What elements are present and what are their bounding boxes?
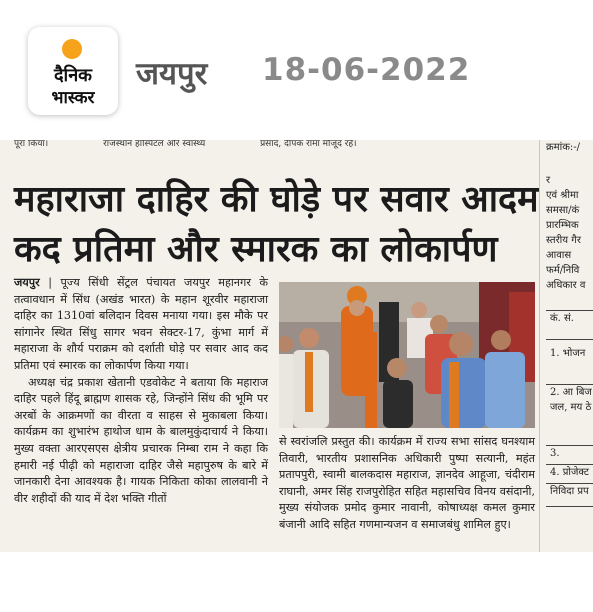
article-body-right [279, 434, 535, 534]
sun-icon [62, 39, 82, 59]
cutoff-text: पूरा किया। [14, 140, 49, 149]
dainik-bhaskar-logo[interactable] [28, 27, 118, 115]
photo-illustration [279, 282, 535, 428]
headline-line: महाराजा दाहिर की घोड़े पर सवार आदम [14, 178, 539, 220]
article-paragraph: से स्वरांजलि प्रस्तुत की। कार्यक्रम में राज्य सभा सांसद घनश्याम तिवारी, भारतीय प्रशासनिक अधिकारी पुष्पा सत्यानी, महंत प्रतापपुरी, स्वामी बालकदास महाराज, ज्ञानदेव आहूजा, चंदीराम राघानी, अमर सिंह राजपुरोहित सहित महासचिव विनय वसंदानी, मुख्य संयोजक प्रमोद कुमार नावानी, कोषाध्यक्ष कमल कुमार बंजानी आदि सहित गणमान्यजन व समाजबंधु शामिल हुए। [279, 435, 535, 531]
notice-line: एवं श्रीमा [546, 190, 579, 201]
notice-line: अधिकार व [546, 280, 586, 291]
notice-line: प्रारम्भिक [546, 220, 579, 231]
paragraph-text: पूज्य सिंधी सेंट्रल पंचायत जयपुर महानगर के तत्वावधान में सिंध (अखंड भारत) के महान शूरवीर महाराजा दाहिर का 1310वां बलिदान दिवस मनाया गया। इस मौके पर सांगानेर स्थित सिंधु सागर भवन सेक्टर-17, कुंभा मार्ग में महाराजा के शौर्य पराक्रम को दर्शाती घोड़े पर सवार आद कद प्रतिमा एवं स्मारक का लोकार्पण किया गया। [14, 276, 268, 372]
notice-line: आवास [546, 250, 572, 261]
column-divider [539, 140, 540, 552]
table-row: 3. [546, 446, 593, 465]
notice-line: स्तरीय गैर [546, 235, 581, 246]
table-header: कं. सं. [546, 311, 593, 340]
notice-line: समसा/कं [546, 205, 580, 216]
edition-city: जयपुर [136, 56, 208, 92]
notice-ref: क्रमांक:-/ [546, 142, 581, 153]
table-row: निविदा प्रप [546, 484, 593, 507]
logo-text-line1: दैनिक [53, 65, 93, 86]
dateline: जयपुर [14, 275, 40, 289]
cutoff-text: राजस्थान हॉस्पिटल और स्वास्थ्य [103, 140, 206, 149]
table-row: 4. प्रोजेक्ट [546, 465, 593, 484]
table-row: 1. भोजन [546, 340, 593, 385]
app-header [0, 0, 593, 140]
notice-table [546, 310, 593, 507]
edition-date: 18-06-2022 [262, 52, 471, 88]
cutoff-text: प्रसाद, दीपक रामा मौजूद रहे। [260, 140, 357, 149]
article-paragraph: अध्यक्ष चंद्र प्रकाश खेतानी एडवोकेट ने बताया कि महाराज दाहिर पहले हिंदू ब्राह्मण शासक रहे, जिन्होंने सिंध की भूमि पर अरबों के आक्रमणों का वीरता व साहस से मुकाबला किया। कार्यक्रम का शुभारंभ हाथोज धाम के बालमुकुंदाचार्य ने किया। मुख्य वक्ता आरएसएस क्षेत्रीय प्रचारक निम्बा राम ने कहा कि हमारी नई पीढ़ी को महाराजा दाहिर जैसे महापुरुष के बारे में जानकारी देना आवश्यक है। गायक निकिता कोका लालवानी ने वीर शहीदों की याद में देश भक्ति गीतों [14, 375, 268, 505]
article-paragraph: जयपुर | पूज्य सिंधी सेंट्रल पंचायत जयपुर महानगर के तत्वावधान में सिंध (अखंड भारत) के महान शूरवीर महाराजा दाहिर का 1310वां बलिदान दिवस मनाया गया। इस मौके पर सांगानेर स्थित सिंधु सागर भवन सेक्टर-17, कुंभा मार्ग में महाराजा के शौर्य पराक्रम को दर्शाती घोड़े पर सवार आद कद प्रतिमा एवं स्मारक का लोकार्पण किया गया। [14, 275, 268, 372]
article-headline [14, 174, 539, 274]
notice-line: फर्म/निवि [546, 265, 580, 276]
cut-off-top-line [14, 140, 534, 151]
event-photo [279, 282, 535, 428]
newspaper-clipping [0, 140, 593, 552]
article-body-left [14, 274, 268, 507]
notice-line: र [546, 175, 551, 186]
table-row: 2. आ बिज जल, मय ठे [546, 385, 593, 446]
logo-text-line2: भास्कर [51, 88, 95, 108]
headline-line: कद प्रतिमा और स्मारक का लोकार्पण [14, 228, 498, 270]
adjacent-notice-column [546, 140, 593, 552]
